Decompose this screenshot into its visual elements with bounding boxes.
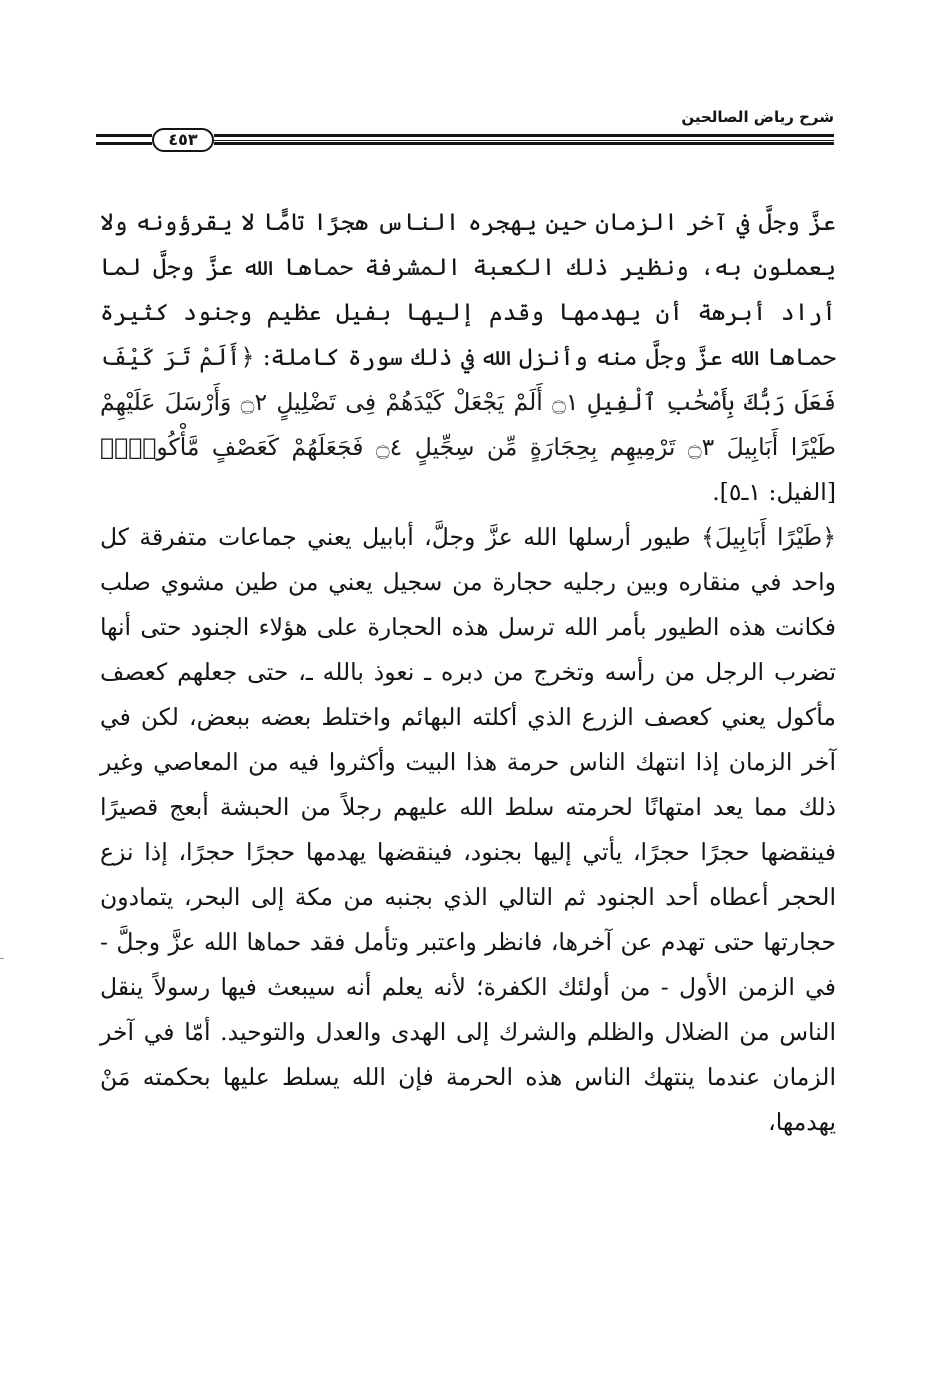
verse-citation: [الفيل: ١ـ٥]. [712, 478, 836, 506]
paragraph-1 [100, 200, 836, 515]
running-title: شرح رياض الصالحين [681, 108, 834, 126]
paragraph-2 [100, 515, 836, 1145]
paragraph-1-text: عزَّ وجلَّ في آخر الزمان حين يهجره الناس هجرًا تامًّا لا يقرؤونه ولا يعملون به، ونظير ذلك الكعبة المشرفة حماها الله عزَّ وجلَّ لما أراد أبرهة أن يهدمها وقدم إليها بفيل عظيم وجنود كثيرة حماها الله عزَّ وجلَّ منه وأنزل الله في ذلك سورة كاملة: [100, 208, 836, 371]
quran-quote-tayran-ababil: ﴿طَيْرًا أَبَابِيلَ﴾ [701, 523, 836, 551]
quran-verse-surah-al-fil: ﴿أَلَمْ تَرَ كَيْفَ فَعَلَ رَبُّكَ بِأَصْحَٰبِ ٱلْفِيلِ ۝١ أَلَمْ يَجْعَلْ كَيْدَهُمْ فِى تَضْلِيلٍ ۝٢ وَأَرْسَلَ عَلَيْهِمْ طَيْرًا أَبَابِيلَ ۝٣ تَرْمِيهِم بِحِجَارَةٍ مِّن سِجِّيلٍ ۝٤ فَجَعَلَهُمْ كَعَصْفٍ مَّأْكُولٍۭ﴾ [100, 343, 837, 461]
scan-edge-mark [0, 958, 4, 959]
page-number: ٤٥٣ [152, 128, 214, 152]
page-header [96, 108, 834, 158]
header-rule-right [214, 134, 834, 145]
paragraph-2-text: طيور أرسلها الله عزَّ وجلَّ، أبابيل يعني جماعات متفرقة كل واحد في منقاره وبين رجليه حجارة من سجيل يعني من طين مشوي صلب فكانت هذه الطيور بأمر الله ترسل هذه الحجارة على هؤلاء الجنود حتى أنها تضرب الرجل من رأسه وتخرج من دبره ـ نعوذ بالله ـ، حتى جعلهم كعصف مأكول يعني كعصف الزرع الذي أكلته البهائم واختلط بعضه ببعض، لكن في آخر الزمان إذا انتهك الناس حرمة هذا البيت وأكثروا فيه من المعاصي وغير ذلك مما يعد امتهانًا لحرمته سلط الله عليهم رجلاً من الحبشة أبعج قصيرًا فينقضها حجرًا حجرًا، يأتي إليها بجنود، فينقضها يهدمها حجرًا حجرًا، إذا نزع الحجر أعطاه أحد الجنود ثم التالي الذي بجنبه من مكة إلى البحر، يتمادون حجارتها حتى تهدم عن آخرها، فانظر واعتبر وتأمل فقد حماها الله عزَّ وجلَّ - في الزمن الأول - من أولئك الكفرة؛ لأنه يعلم أنه سيبعث فيها رسولاً ينقل الناس من الضلال والظلم والشرك إلى الهدى والعدل والتوحيد. أمّا في آخر الزمان عندما ينتهك الناس هذه الحرمة فإن الله يسلط عليها بحكمته مَنْ يهدمها، [100, 523, 837, 1136]
header-rule-left [96, 134, 152, 145]
page-body [100, 200, 836, 1145]
